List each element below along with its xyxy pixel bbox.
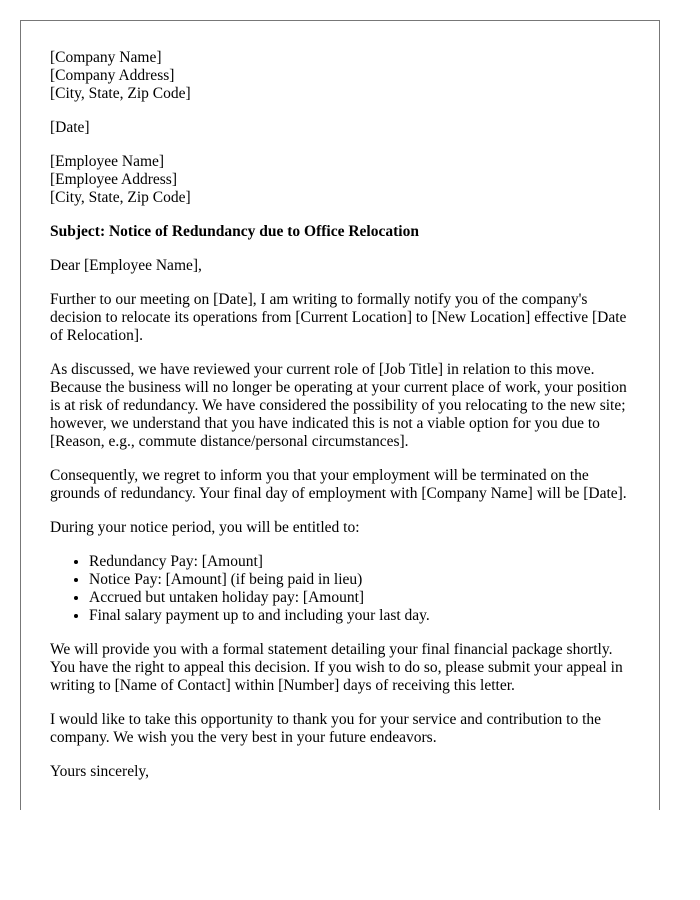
employee-city-state-zip: [City, State, Zip Code] — [50, 189, 191, 206]
entitlements-list — [50, 553, 636, 625]
paragraph-meeting: Further to our meeting on [Date], I am writing to formally notify you of the company's decision to relocate its operations from [Current Location] to [New Location] effective [Date of Relocation]. — [50, 291, 627, 344]
paragraph-thanks: I would like to take this opportunity to thank you for your service and contribution to the company. We wish you the very best in your future endeavors. — [50, 711, 602, 746]
sender-address — [50, 49, 636, 103]
list-item: • Redundancy Pay: [Amount] — [89, 553, 636, 571]
company-name: [Company Name] — [50, 49, 162, 66]
subject-line: Subject: Notice of Redundancy due to Office Relocation — [50, 223, 419, 240]
sign-off: Yours sincerely, — [50, 763, 150, 780]
company-address: [Company Address] — [50, 67, 175, 84]
recipient-address — [50, 153, 636, 207]
paragraph-role-review: As discussed, we have reviewed your current role of [Job Title] in relation to this move. Because the business will no longer be operating at your current place of work, your position is at risk of redundancy. We have considered the possibility of you relocating to the new site; however, we understand that you have indicated this is not a viable option for you due to [Reason, e.g., commute distance/personal circumstances]. — [50, 361, 627, 450]
employee-name: [Employee Name] — [50, 153, 165, 170]
company-city-state-zip: [City, State, Zip Code] — [50, 85, 191, 102]
paragraph-termination: Consequently, we regret to inform you that your employment will be terminated on the grounds of redundancy. Your final day of employment with [Company Name] will be [Date]. — [50, 467, 627, 502]
salutation: Dear [Employee Name], — [50, 257, 202, 274]
list-item: • Final salary payment up to and including your last day. — [89, 607, 636, 625]
letter-page — [20, 20, 660, 810]
letter-content — [50, 49, 636, 797]
list-item: • Notice Pay: [Amount] (if being paid in lieu) — [89, 571, 636, 589]
letter-date: [Date] — [50, 119, 90, 136]
paragraph-entitlements-intro: During your notice period, you will be entitled to: — [50, 519, 360, 536]
employee-address: [Employee Address] — [50, 171, 177, 188]
paragraph-appeal: We will provide you with a formal statement detailing your final financial package shortly. You have the right to appeal this decision. If you wish to do so, please submit your appeal in writing to [Name of Contact] within [Number] days of receiving this letter. — [50, 641, 623, 694]
list-item: • Accrued but untaken holiday pay: [Amount] — [89, 589, 636, 607]
